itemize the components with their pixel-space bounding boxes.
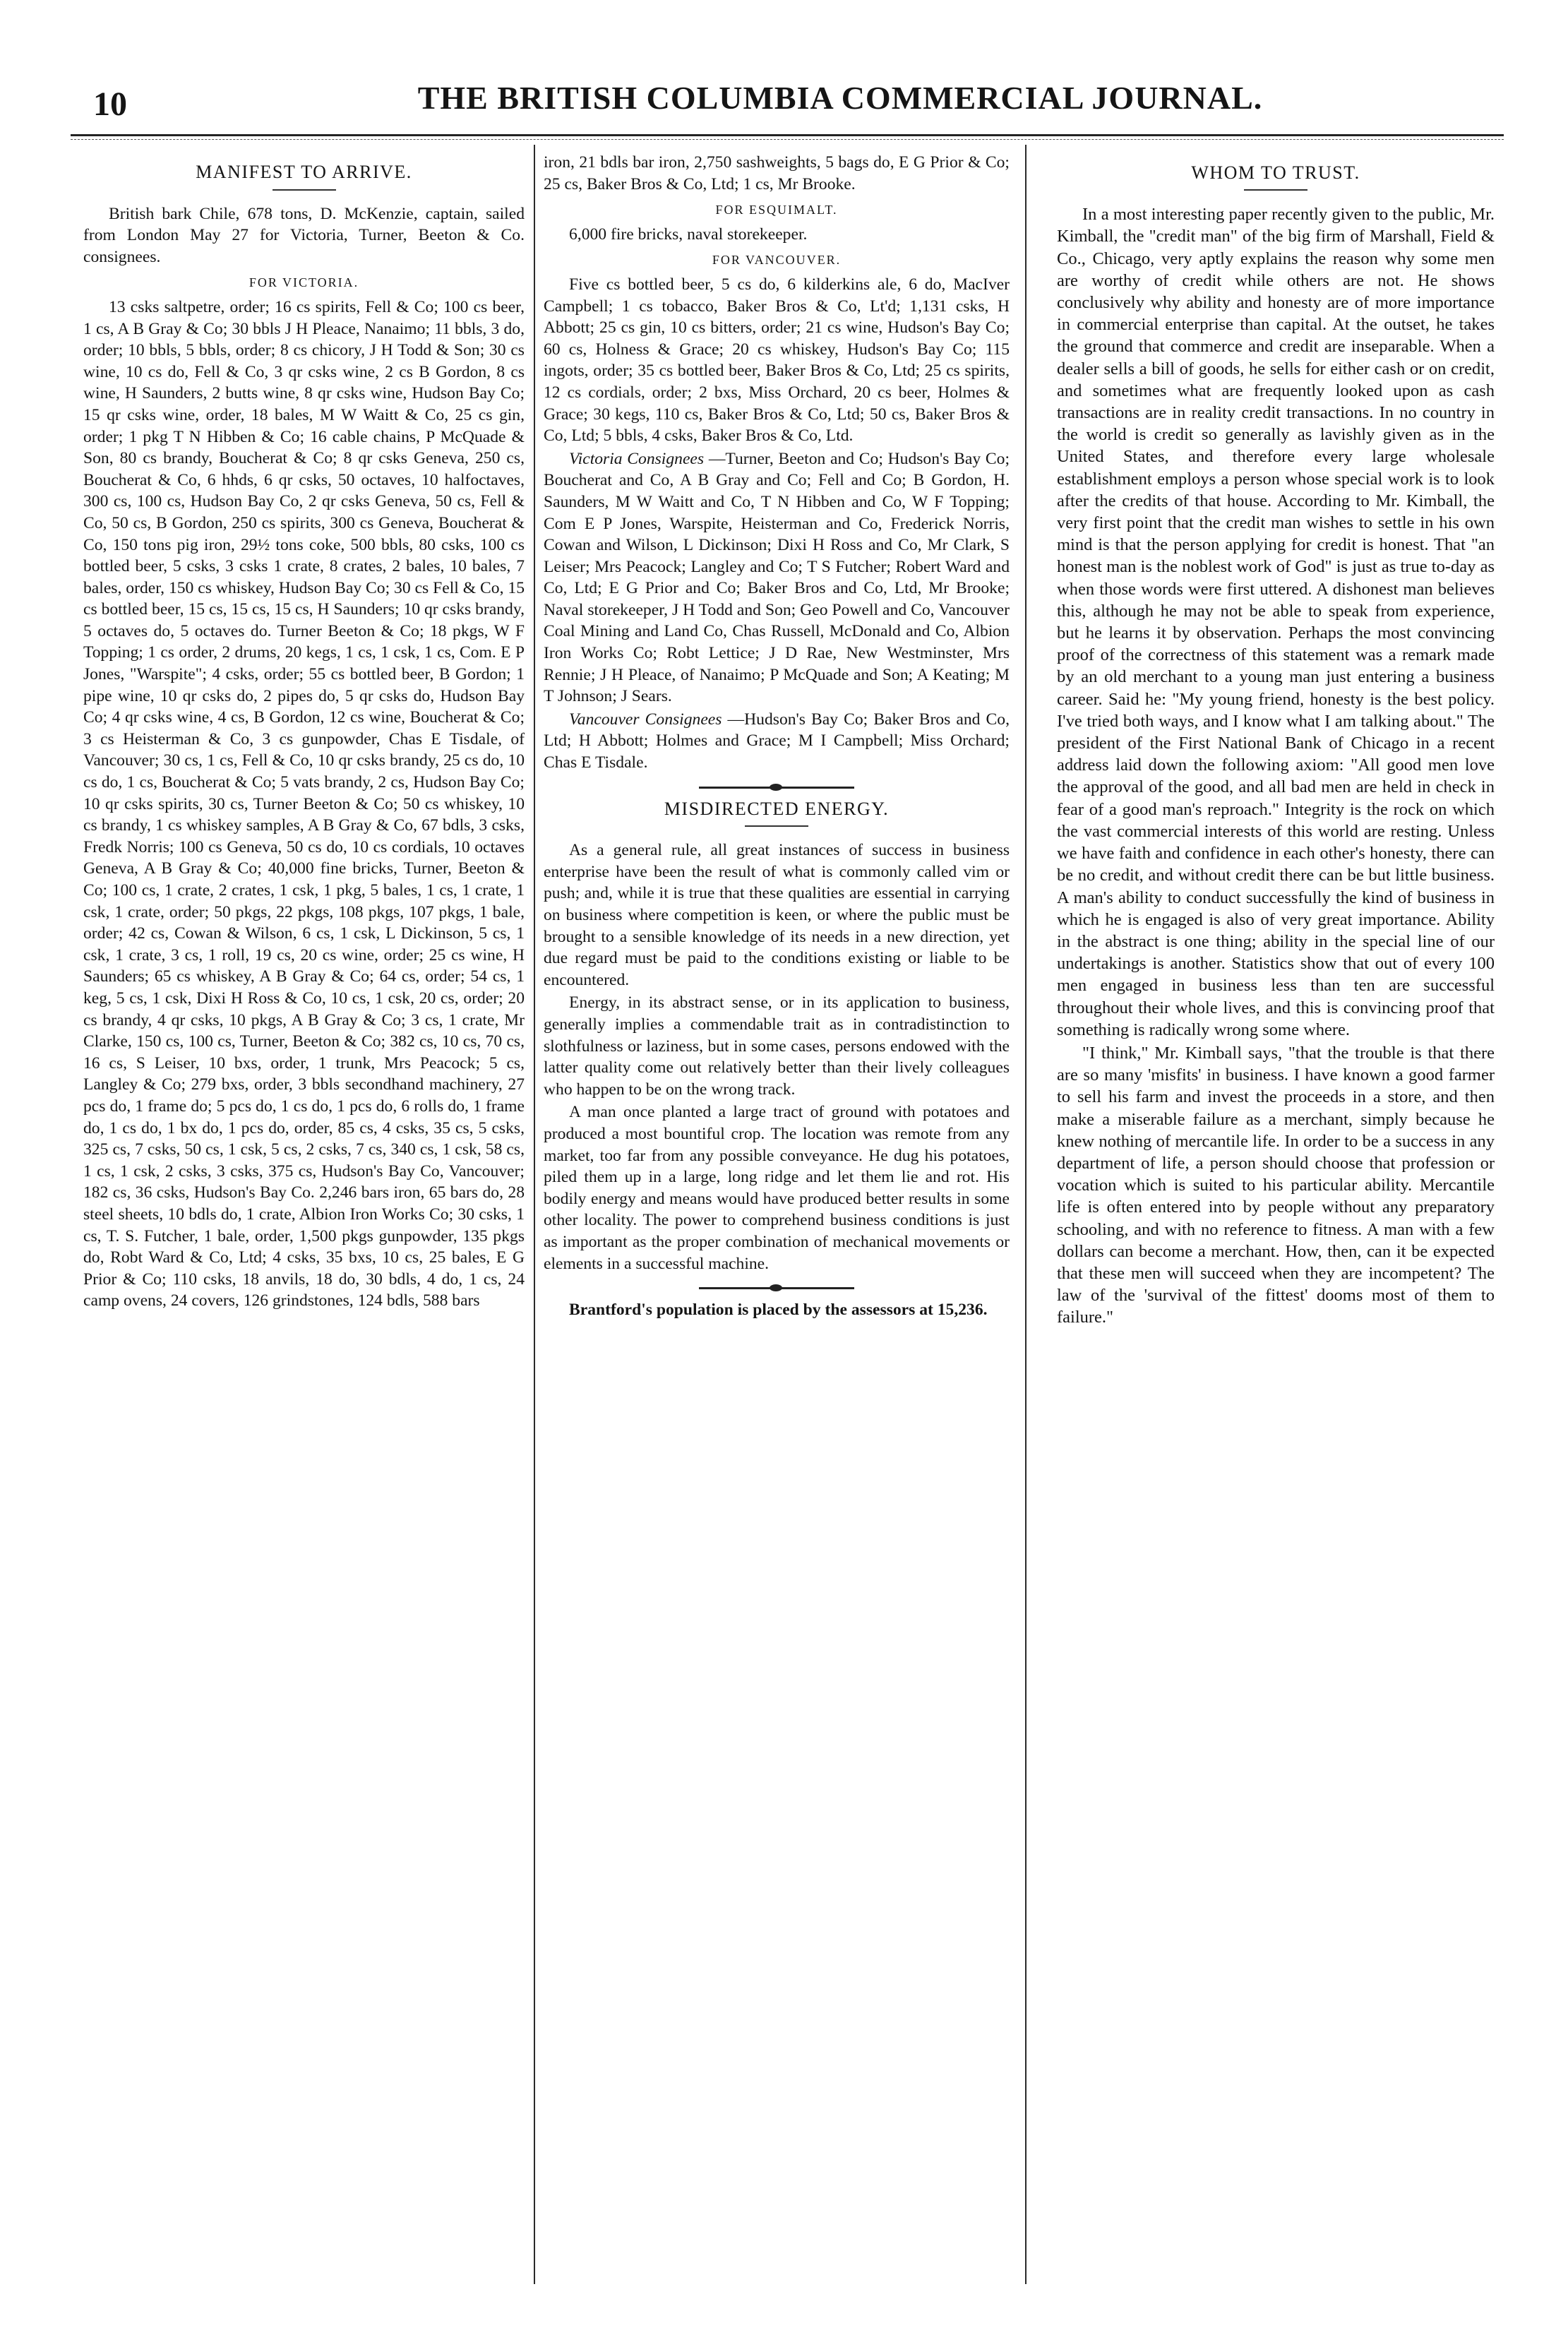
esquimalt-cargo: 6,000 fire bricks, naval storekeeper. (569, 225, 808, 244)
victoria-consignees-list: —Turner, Beeton and Co; Hudson's Bay Co; Boucherat and Co, A B Gray and Co; Fell and Co; B Gordon, H. Saunders, M W Waitt and Co, T N Hibben and Co, W F Topping; Com E P Jones, Warspite, Heisterman and Co, Frederick Norris, Cowan and Wilson, L Dickinson; Dixi H Ross and Co, Mr Clark, S Leiser; Mrs Peacock; Langley and Co; T S Futcher; Robert Ward and Co, Ltd; E G Prior and Co; Baker Bros and Co, Ltd, Mr Brooke; Naval storekeeper, J H Todd and Son; Geo Powell and Co, Vancouver Coal Mining and Land Co, Chas Russell, McDonald and Co, Albion Iron Works Co; Robt Lettice; J D Rae, New Westminster, Mrs Rennie; J H Pleace, of Nanaimo; P McQuade and Son; A Keating; M T Johnson; J Sears. (544, 449, 1010, 706)
vancouver-consignees-list: —Hudson's Bay Co; Baker Bros and Co, Ltd; H Abbott; Holmes and Grace; M I Campbell; Miss Orchard; Chas E Tisdale. (544, 710, 1010, 772)
heading-rule (1244, 189, 1307, 191)
heading-rule (273, 189, 336, 191)
column-divider-right (1025, 145, 1027, 2284)
column-whom-to-trust (1057, 152, 1495, 2277)
energy-paragraph-3: A man once planted a large tract of ground with potatoes and produced a most bountiful crop. The location was remote from any market, too far from any possible conveyance. He dug his potatoes, piled them up in a large, long ridge and let them lie and rot. His bodily energy and means would have produced better results in some other locality. The power to comprehend business conditions is just as important as the proper combination of mechanical movements or elements in a successful machine. (544, 1103, 1010, 1273)
victoria-consignees-lead: Victoria Consignees (569, 449, 705, 468)
energy-paragraph-1: As a general rule, all great instances of success in business enterprise have been the result of what is commonly called vim or push; and, while it is true that these qualities are essential in carrying on business where competition is keen, or where the public must be brought to a sensible knowledge of its needs in a new direction, yet due regard must be paid to the conditions existing or liable to be encountered. (544, 841, 1010, 989)
section-divider (699, 1287, 854, 1289)
energy-paragraph-2: Energy, in its abstract sense, or in its application to business, generally implies a commendable trait as in contradistinction to slothfulness or laziness, but in some cases, persons endowed with the latter quality come out relatively better than their lively colleagues who happen to be on the wrong track. (544, 993, 1010, 1099)
victoria-subheading: FOR VICTORIA. (249, 275, 359, 290)
column-manifest (83, 152, 525, 2277)
victoria-consignees (544, 448, 1010, 707)
section-divider (699, 787, 854, 789)
column-middle (544, 152, 1010, 2277)
vancouver-consignees-lead: Vancouver Consignees (569, 710, 722, 729)
page-number: 10 (93, 85, 127, 123)
esquimalt-heading: FOR ESQUIMALT. (715, 203, 838, 217)
manifest-heading: MANIFEST TO ARRIVE. (196, 162, 412, 182)
heading-rule (745, 825, 808, 827)
manifest-cargo-list: 13 csks saltpetre, order; 16 cs spirits, Fell & Co; 100 cs beer, 1 cs, A B Gray & Co; 30 bbls J H Pleace, Nanaimo; 11 bbls, 3 do, order; 10 bbls, 5 bbls, order; 8 cs chicory, J H Todd & Son; 30 cs wine, 10 cs do, Fell & Co, 3 qr csks wine, 2 cs B Gordon, 8 cs wine, H Saunders, 2 butts wine, 8 qr csks wine, Hudson Bay Co; 15 qr csks wine, order, 18 bales, M W Waitt & Co, 25 cs gin, order; 1 pkg T N Hibben & Co; 16 cable chains, P McQuade & Son, 80 cs brandy, Boucherat & Co; 8 qr csks Geneva, 250 cs, Boucherat & Co, 6 hhds, 6 qr csks, 50 octaves, 10 halfoctaves, 300 cs, 100 cs, Hudson Bay Co, 2 qr csks Geneva, 50 cs, Fell & Co, 50 cs, B Gordon, 250 cs spirits, 300 cs Geneva, Boucherat & Co, 150 tons pig iron, 29½ tons coke, 500 bbls, 80 csks, 100 cs bottled beer, 5 csks, 3 csks 1 crate, 8 crates, 2 bales, 10 bales, 7 bales, order, 150 cs whiskey, Hudson Bay Co; 30 cs Fell & Co, 15 cs bottled beer, 15 cs, 15 cs, 15 cs, H Saunders; 10 qr csks brandy, 5 octaves do, 5 octaves do. Turner Beeton & Co; 18 pkgs, W F Topping; 1 cs order, 2 drums, 20 kegs, 1 cs, 1 csk, 1 cs, Com. E P Jones, "Warspite"; 4 csks, order; 55 cs bottled beer, B Gordon; 1 pipe wine, 10 qr csks do, 2 pipes do, 5 qr csks do, Hudson Bay Co; 4 qr csks wine, 4 cs, B Gordon, 12 cs wine, Boucherat & Co; 3 cs Heisterman & Co, 3 cs gunpowder, Chas E Tisdale, of Vancouver; 30 cs, 1 cs, Fell & Co, 10 qr csks brandy, 25 cs do, 10 cs do, 1 cs, Boucherat & Co; 5 vats brandy, 2 cs, Hudson Bay Co; 10 qr csks spirits, 30 cs, Turner Beeton & Co; 50 cs whiskey, 10 cs brandy, 1 cs whiskey samples, A B Gray & Co, 67 bdls, 3 csks, Fredk Norris; 100 cs Geneva, 50 cs do, 10 cs cordials, 10 octaves Geneva, A B Gray & Co; 40,000 fine bricks, Turner, Beeton & Co; 100 cs, 1 crate, 2 crates, 1 csk, 1 pkg, 5 bales, 1 cs, 1 crate, 1 csk, 1 crate, order; 50 pkgs, 22 pkgs, 108 pkgs, 107 pkgs, 1 bale, order; 42 cs, Cowan & Wilson, 6 cs, 1 csk, L Dickinson, 5 cs, 1 csk, 1 crate, 3 cs, 1 roll, 19 cs, 20 cs wine, order; 25 cs wine, H Saunders; 65 cs whiskey, A B Gray & Co; 64 cs, order; 54 cs, 1 keg, 5 cs, 1 csk, Dixi H Ross & Co, 10 cs, 1 csk, 20 cs, order; 20 cs brandy, 4 qr csks, 10 pkgs, A B Gray & Co; 3 cs, 1 crate, Mr Clarke, 150 cs, 100 cs, Turner, Beeton & Co; 382 cs, 10 cs, 70 cs, 16 cs, S Leiser, 10 bxs, order, 1 trunk, Mrs Peacock; 5 cs, Langley & Co; 279 bxs, order, 3 bbls secondhand machinery, 27 pcs do, 1 frame do; 5 pcs do, 1 cs do, 1 pcs do, 6 rolls do, 1 frame do, 1 cs do, 1 bx do, 1 pcs do, order, 85 cs, 4 csks, 35 cs, 5 csks, 325 cs, 7 csks, 50 cs, 1 csk, 5 cs, 2 csks, 7 cs, 340 cs, 1 csk, 58 cs, 1 cs, 1 csk, 2 csks, 3 csks, 375 cs, Hudson's Bay Co, Vancouver; 182 cs, 36 csks, Hudson's Bay Co. 2,246 bars iron, 65 bars do, 28 steel sheets, 10 bdls do, 1 crate, Albion Iron Works Co; 30 csks, 1 cs, T. S. Futcher, 1 bale, order, 1,500 pkgs gunpowder, 135 pkgs do, Robt Ward & Co, Ltd; 4 csks, 35 bxs, 10 cs, 25 bales, E G Prior & Co; 110 csks, 18 anvils, 18 do, 30 bdls, 4 do, 1 cs, 24 camp ovens, 24 covers, 126 grindstones, 124 bdls, 588 bars (83, 297, 525, 1310)
trust-paragraph-2: "I think," Mr. Kimball says, "that the trouble is that there are so many 'misfits' in business. I have known a good farmer to sell his farm and invest the proceeds in a store, and then make a miserable failure as a merchant, simply because he knew nothing of mercantile life. In order to be a success in any department of life, a person should choose that profession or vocation which is suited to his particular ability. Mercantile life is often entered into by people without any preparatory schooling, and with no reference to fitness. A man with a few dollars can become a merchant. How, then, can it be expected that these men will succeed when they are incompetent? The law of the 'survival of the fittest' dooms most of them to failure." (1057, 1043, 1495, 1327)
header-rule-dashed (71, 139, 1504, 140)
manifest-intro: British bark Chile, 678 tons, D. McKenzie, captain, sailed from London May 27 for Victoria, Turner, Beeton & Co. consignees. (83, 204, 525, 266)
vancouver-cargo: Five cs bottled beer, 5 cs do, 6 kilderkins ale, 6 do, MacIver Campbell; 1 cs tobacco, Baker Bros & Co, Lt'd; 1,131 csks, H Abbott; 25 cs gin, 10 cs bitters, order; 21 cs wine, Hudson's Bay Co; 60 cs, Holness & Grace; 20 cs whiskey, Hudson's Bay Co; 115 ingots, order; 35 cs bottled beer, Baker Bros & Co, Ltd; 25 cs spirits, 12 cs cordials, order; 2 bxs, Miss Orchard, 20 cs beer, Holmes & Grace; 30 kegs, 110 cs, Baker Bros & Co, Ltd; 50 cs, Baker Bros & Co, Ltd; 5 bbls, 4 csks, Baker Bros & Co, Ltd. (544, 275, 1010, 446)
column-divider-left (534, 145, 535, 2284)
journal-title: THE BRITISH COLUMBIA COMMERCIAL JOURNAL. (417, 80, 1263, 116)
vancouver-consignees (544, 709, 1010, 774)
trust-paragraph-1: In a most interesting paper recently given to the public, Mr. Kimball, the "credit man" of the big firm of Marshall, Field & Co., Chicago, very aptly explains the reason why some men are worthy of credit while others are not. He shows conclusively why ability and honesty are of more importance in commercial enterprise than capital. At the outset, he takes the ground that commerce and credit are inseparable. When a dealer sells a bill of goods, he sells for either cash or on credit, and sometimes what are frequently looked upon as cash transactions are in reality credit transactions. In no country in the world is credit so generally as lavishly given as in the United States, and therefore every large wholesale establishment employs a person whose special work is to look after the credits of that house. According to Mr. Kimball, the very first point that the credit man wishes to settle in his own mind is that the person applying for credit is honest. That "an honest man is the noblest work of God" is just as true to-day as when those words were first uttered. A dishonest man believes this, although he may not be able to speak from experience, but he learns it by observation. Perhaps the most convincing proof of the correctness of this statement was a remark made by an old merchant to a young man just entering a business career. Said he: "My young friend, honesty is the best policy. I've tried both ways, and I know what I am talking about." The president of the First National Bank of Chicago in a recent address laid down the following axiom: "All good men love the approval of the good, and all bad men are held in check in fear of a good man's reproach." Integrity is the rock on which the vast commercial interests of this world are resting. Unless we have faith and confidence in each other's honesty, there can be no credit, and without credit there can be but little business. A man's ability to conduct successfully the kind of business in which he is engaged is also of very great importance. Ability in the abstract is one thing; ability in the special line of our undertakings is another. Statistics show that out of every 100 men engaged in business less than ten are successful throughout their whole lives, and this is convincing proof that something is radically wrong some where. (1057, 205, 1495, 1039)
vancouver-heading: FOR VANCOUVER. (712, 253, 842, 268)
energy-heading: MISDIRECTED ENERGY. (664, 798, 890, 819)
manifest-continued: iron, 21 bdls bar iron, 2,750 sashweights, 5 bags do, E G Prior & Co; 25 cs, Baker Bros & Co, Ltd; 1 cs, Mr Brooke. (544, 153, 1010, 193)
header-rule (71, 134, 1504, 136)
trust-heading: WHOM TO TRUST. (1191, 162, 1360, 183)
brantford-note: Brantford's population is placed by the assessors at 15,236. (569, 1301, 988, 1320)
